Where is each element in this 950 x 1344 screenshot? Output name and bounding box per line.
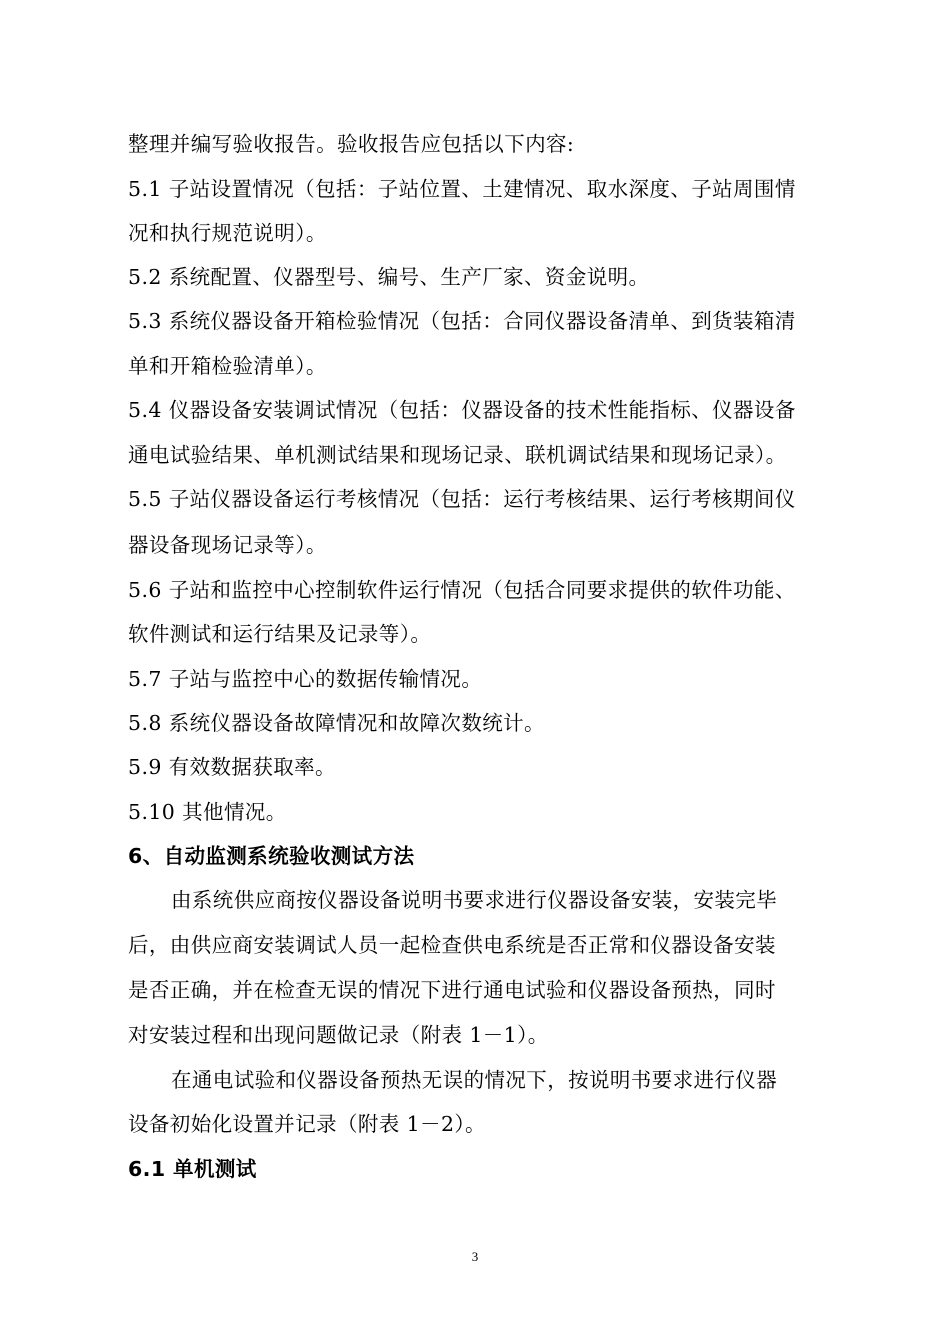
text-line: 5.2 系统配置、仪器型号、编号、生产厂家、资金说明。 <box>128 265 650 289</box>
text-line: 整理并编写验收报告。验收报告应包括以下内容: <box>128 132 575 156</box>
text-line: 5.10 其他情况。 <box>128 800 287 824</box>
text-line: 5.3 系统仪器设备开箱检验情况（包括：合同仪器设备清单、到货装箱清 <box>128 309 796 333</box>
text-line: 况和执行规范说明）。 <box>128 221 327 245</box>
text-line: 5.9 有效数据获取率。 <box>128 755 336 779</box>
paragraph-line: 对安装过程和出现问题做记录（附表 1－1）。 <box>128 1023 549 1047</box>
text-line: 软件测试和运行结果及记录等）。 <box>128 622 432 646</box>
paragraph-line: 后，由供应商安装调试人员一起检查供电系统是否正常和仪器设备安装 <box>128 933 776 957</box>
text-line: 器设备现场记录等）。 <box>128 533 327 557</box>
section-heading: 6、自动监测系统验收测试方法 <box>128 844 415 868</box>
page-number: 3 <box>471 1249 479 1264</box>
paragraph-line: 是否正确，并在检查无误的情况下进行通电试验和仪器设备预热，同时 <box>128 978 776 1002</box>
text-line: 5.5 子站仪器设备运行考核情况（包括：运行考核结果、运行考核期间仪 <box>128 487 796 511</box>
text-line: 5.7 子站与监控中心的数据传输情况。 <box>128 667 483 691</box>
text-line: 5.6 子站和监控中心控制软件运行情况（包括合同要求提供的软件功能、 <box>128 578 796 602</box>
text-line: 5.4 仪器设备安装调试情况（包括：仪器设备的技术性能指标、仪器设备 <box>128 398 796 422</box>
text-line: 5.1 子站设置情况（包括：子站位置、土建情况、取水深度、子站周围情 <box>128 177 796 201</box>
text-line: 单和开箱检验清单）。 <box>128 354 327 378</box>
paragraph-line: 在通电试验和仪器设备预热无误的情况下，按说明书要求进行仪器 <box>171 1068 778 1092</box>
paragraph-line: 设备初始化设置并记录（附表 1－2）。 <box>128 1112 486 1136</box>
subsection-heading: 6.1 单机测试 <box>128 1157 257 1181</box>
text-line: 通电试验结果、单机测试结果和现场记录、联机调试结果和现场记录）。 <box>128 443 787 467</box>
text-line: 5.8 系统仪器设备故障情况和故障次数统计。 <box>128 711 545 735</box>
paragraph-line: 由系统供应商按仪器设备说明书要求进行仪器设备安装，安装完毕 <box>171 888 778 912</box>
